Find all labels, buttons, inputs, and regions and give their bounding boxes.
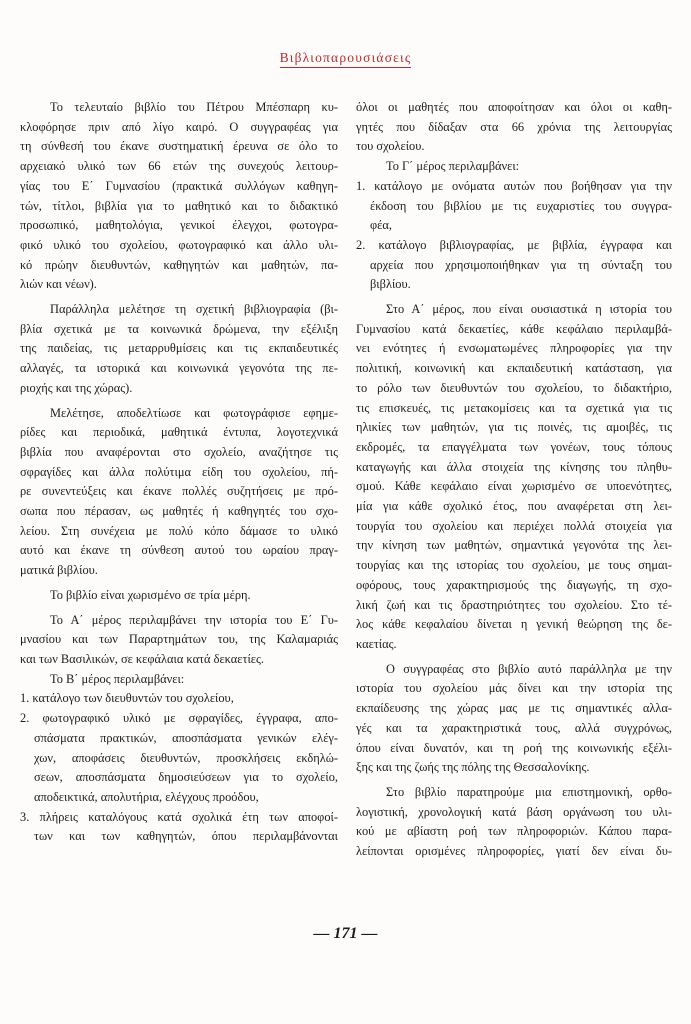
text-line: τών, τίτλοι, βιβλία για το μαθητικό και το διδακτικό [20, 198, 338, 213]
text-line: λιών και νέων). [20, 277, 97, 292]
text-line: και των Βασιλικών, σε κεφάλαια κατά δεκαετίες. [20, 651, 265, 666]
text-line: αρχειακό υλικό των 66 ετών της συνεχούς λειτουρ- [20, 159, 338, 174]
text-line: γητές που δίδαξαν στα 66 χρόνια της λειτουργίας [356, 119, 672, 134]
text-line: φικό υλικό του σχολείου, φωτογραφικό και άλλο υλι- [20, 237, 338, 252]
text-line: έκδοση του βιβλίου με τις ευχαριστίες του συγγρα- [370, 198, 672, 213]
text-line: μνασίου και των Παραρτημάτων του, της Καλαμαριάς [20, 632, 338, 647]
text-line: φέα, [370, 218, 392, 233]
text-line: αυτό και έκανε τη σύνθεση αυτού του ωραίου πραγ- [20, 543, 338, 558]
text-line: λείπονται ορισμένες πληροφορίες, γιατί δεν είναι δυ- [356, 844, 672, 859]
text-line: ηλικίες των μαθητών, για τις ποινές, τις αμοιβές, τις [356, 420, 672, 435]
text-line: της παιδείας, τις μεταρρυθμίσεις και τις εκπαιδευτικές [20, 341, 338, 356]
text-line: των και των καθηγητών, όπου περιλαμβάνονται [34, 829, 338, 844]
text-line: Το τελευταίο βιβλίο του Πέτρου Μπέσπαρη κυ- [50, 100, 338, 114]
text-line: βιβλίου. [370, 277, 411, 292]
text-line: προσωπικό, μαθητολόγια, γενικοί έλεγχοι, φωτογρα- [20, 218, 338, 233]
text-line: καταγωγής και άλλα στοιχεία της κίνησης του πληθυ- [356, 459, 672, 474]
text-line: λος κάθε κεφαλαίου δίνεται η γενική θεώρηση της δε- [356, 617, 672, 632]
text-line: λογιστική, χρονολογική κατά βάση οργάνωση του υλι- [356, 804, 672, 819]
text-line: τις επισκευές, τις μετακομίσεις και τα σχετικά για τις [356, 400, 672, 415]
text-line: χων, αποφάσεις διευθυντών, προσκλήσεις εκδηλώ- [34, 750, 338, 765]
text-line: νει ενότητες ή ενσωματωμένες πληροφορίες για την [356, 341, 672, 356]
text-line: σφραγίδες και άλλα πολύτιμα είδη του σχολείου, πή- [20, 464, 338, 479]
left-column [20, 98, 338, 847]
text-line: την κίνηση των μαθητών, σημαντικά γεγονότα της λει- [356, 538, 672, 553]
list-item: 1. κατάλογο με ονόματα αυτών που βοήθησαν για την [356, 178, 672, 193]
running-header [0, 50, 691, 68]
text-line: βιβλία που αναφέρονται στο σχολείο, αναζήτησε τις [20, 444, 338, 459]
text-line: ρίδες και περιοδικά, μαθητικά έντυπα, λογοτεχνικά [20, 425, 338, 440]
text-line: Το Α΄ μέρος περιλαμβάνει την ιστορία του Ε΄ Γυ- [50, 612, 338, 627]
section-title: Βιβλιοπαρουσιάσεις [280, 50, 412, 68]
text-line: σμού. Κάθε κεφάλαιο είναι χωρισμένο σε υποενότητες, [356, 479, 672, 494]
text-line: λείου. Στη συνέχεια με πολύ κόπο δάμασε το υλικό [20, 523, 338, 538]
text-line: γές και τα χαρακτηριστικά τους, αλλά συγχρόνως, [356, 720, 672, 735]
text-line: σωπα που πέρασαν, ως μαθητές ή καθηγητές του σχο- [20, 504, 338, 519]
text-line: όπου είναι δυνατόν, και τη ροή της κοινωνικής εξέλι- [356, 740, 672, 755]
text-line: ιστορία του σχολείου μάς δίνει και την ιστορία της [356, 681, 672, 696]
text-line: Το Γ΄ μέρος περιλαμβάνει: [386, 159, 520, 174]
text-line: τουργίας και της ιστορίας του σχολείου, με τους σημαι- [356, 558, 672, 573]
text-line: τη σύνθεσή του έκανε συστηματική έρευνα σε όλο το [20, 139, 338, 154]
text-line: σεων, αποσπάσματα δημοσιεύσεων για το σχολείο, [34, 770, 338, 785]
text-line: μία για κάθε σχολικό έτος, που αναφέρεται στη λει- [356, 499, 672, 514]
text-line: Ο συγγραφέας στο βιβλίο αυτό παράλληλα με την [386, 661, 672, 676]
text-line: ματικά βιβλίου. [20, 563, 98, 578]
text-line: εκπαίδευσης της χώρας μας με τις σημαντικές αλλα- [356, 701, 672, 716]
right-column [356, 98, 672, 862]
text-line: αποδεικτικά, απολυτήρια, ελέγχους προόδου, [34, 789, 259, 804]
text-line: τουργία του σχολείου και περιέχει πολλά στοιχεία για [356, 518, 672, 533]
text-line: του σχολείου. [356, 139, 425, 154]
text-line: Το Β΄ μέρος περιλαμβάνει: [50, 671, 185, 686]
text-line: γίας του Ε΄ Γυμνασίου (πρακτικά συλλόγων καθηγη- [20, 178, 338, 193]
list-item: 2. φωτογραφικό υλικό με σφραγίδες, έγγραφα, απο- [20, 711, 338, 726]
text-line: πολιτική, κοινωνική και εκπαιδευτική κατάσταση, για [356, 361, 672, 376]
text-line: αλλαγές, τα ιστορικά και κοινωνικά γεγονότα της πε- [20, 361, 338, 376]
text-line: Μελέτησε, αποδελτίωσε και φωτογράφισε εφημε- [50, 405, 338, 420]
text-line: Στο βιβλίο παρατηρούμε μια επιστημονική, ορθο- [386, 784, 672, 799]
text-line: σπάσματα πρακτικών, αποσπάσματα γενικών ελέγ- [34, 730, 338, 745]
text-line: αρχεία που χρησιμοποιήθηκαν για τη σύνταξη του [370, 257, 672, 272]
text-line: κού με αβίαστη ροή των πληροφοριών. Κάπου παρα- [356, 824, 672, 839]
text-line: λική ζωή και τις δραστηριότητες του σχολείου. Στο τέ- [356, 597, 672, 612]
text-line: ρε συνεντεύξεις και έκανε πολλές συζητήσεις με πρό- [20, 484, 338, 499]
list-item: 2. κατάλογο βιβλιογραφίας, με βιβλία, έγγραφα και [356, 237, 672, 252]
text-line: βλία σχετικά με τα κοινωνικά δρώμενα, την εξέλιξη [20, 321, 338, 336]
text-line: εκδρομές, τα επαγγέλματα των γονέων, τους τόπους [356, 439, 672, 454]
text-line: Το βιβλίο είναι χωρισμένο σε τρία μέρη. [50, 587, 251, 602]
list-item: 3. πλήρεις καταλόγους κατά σχολικά έτη των αποφοί- [20, 809, 338, 824]
text-line: κλοφόρησε πριν από λίγο καιρό. Ο συγγραφέας για [20, 119, 338, 134]
text-line: Παράλληλα μελέτησε τη σχετική βιβλιογραφία (βι- [50, 302, 338, 317]
text-line: ξης και της ζωής της πόλης της Θεσσαλονίκης. [356, 760, 590, 775]
text-line: Στο Α΄ μέρος, που είναι ουσιαστικά η ιστορία του [386, 302, 672, 317]
text-line: καετίας. [356, 636, 397, 651]
text-line: όλοι οι μαθητές που αποφοίτησαν και όλοι οι καθη- [356, 100, 672, 114]
text-line: οφόρους, τους χαρακτηρισμούς της διαγωγής, τη σχο- [356, 577, 672, 592]
text-line: Γυμνασίου κατά δεκαετίες, κάθε κεφάλαιο περιλαμβά- [356, 321, 672, 336]
text-line: το ρόλο των διευθυντών του σχολείου, το διδακτήριο, [356, 380, 672, 395]
text-line: ριοχής και της χώρας). [20, 380, 133, 395]
page-number: — 171 — [313, 925, 378, 942]
list-item: 1. κατάλογο των διευθυντών του σχολείου, [20, 691, 234, 706]
text-line: κό πρώην διευθυντών, καθηγητών και μαθητών, πα- [20, 257, 338, 272]
